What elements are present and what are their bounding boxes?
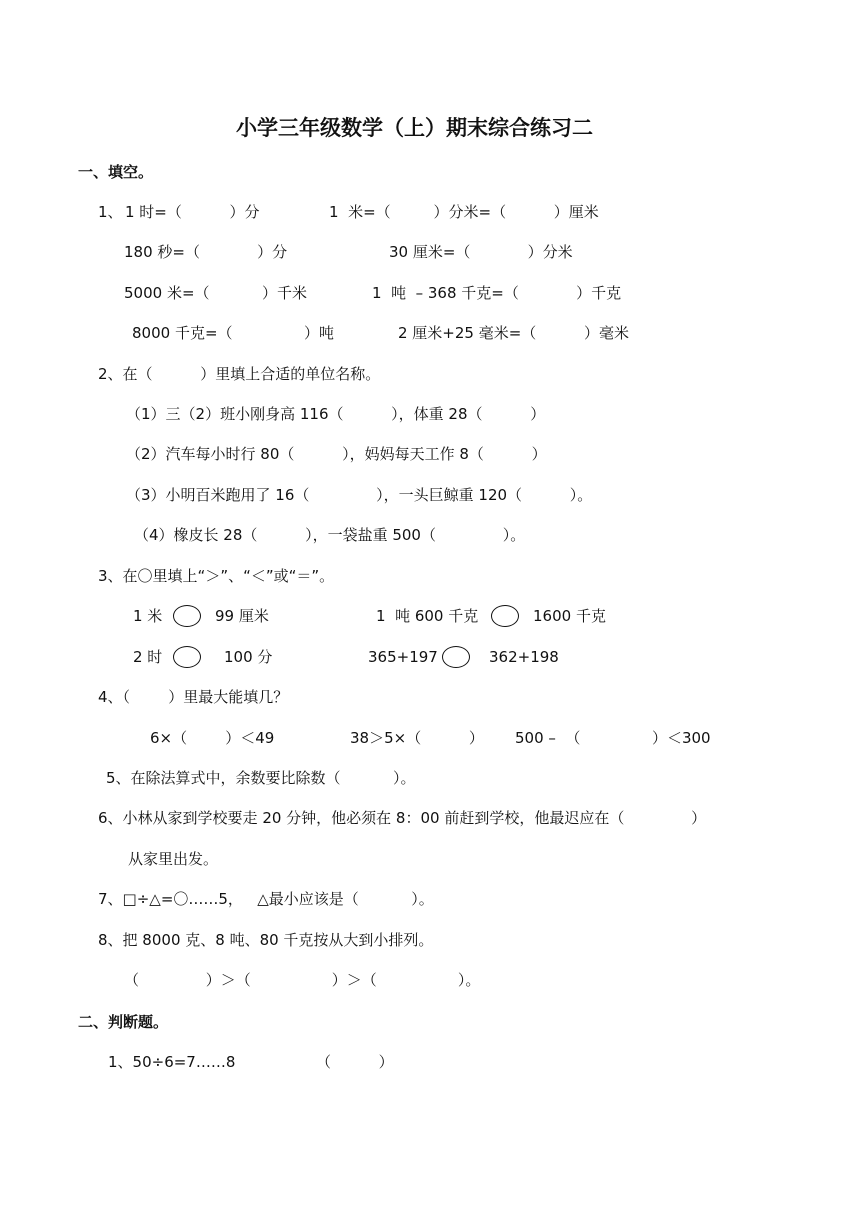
q1-item-b: 1 米=（ ）分米=（ ）厘米: [329, 203, 599, 221]
compare-circle[interactable]: [491, 605, 519, 627]
q1-item-h: 2 厘米+25 毫米=（ ）毫米: [398, 324, 629, 342]
q3-r2b-left: 365+197: [368, 648, 438, 666]
q1-item-f: 1 吨 – 368 千克=（ ）千克: [372, 284, 622, 302]
q4-item-b: 38＞5×（ ）: [350, 729, 484, 747]
q2-line-4: （4）橡皮长 28（ ），一袋盐重 500（ ）。: [134, 526, 526, 544]
q7-line: 7、□÷△=〇……5， △最小应该是（ ）。: [98, 890, 434, 908]
q2-line-2: （2）汽车每小时行 80（ ），妈妈每天工作 8（ ）: [126, 445, 547, 463]
q2-line-1: （1）三（2）班小刚身高 116（ ），体重 28（ ）: [126, 405, 546, 423]
q3-r2a-left: 2 时: [133, 648, 163, 666]
judge-item-1-paren: （ ）: [316, 1053, 394, 1071]
q8-blanks: （ ）＞（ ）＞（ ）。: [124, 971, 481, 989]
q1-item-a: 1 时=（ ）分: [125, 203, 260, 221]
compare-circle[interactable]: [442, 646, 470, 668]
q6-line-2: 从家里出发。: [128, 850, 219, 868]
q1-number: 1、: [98, 203, 123, 221]
q2-line-3: （3）小明百米跑用了 16（ ），一头巨鲸重 120（ ）。: [126, 486, 593, 504]
q5-line: 5、在除法算式中，余数要比除数（ ）。: [106, 769, 416, 787]
compare-circle[interactable]: [173, 646, 201, 668]
q1-item-c: 180 秒=（ ）分: [124, 243, 288, 261]
page-title: 小学三年级数学（上）期末综合练习二: [236, 116, 593, 140]
q1-item-g: 8000 千克=（ ）吨: [132, 324, 335, 342]
q2-stem: 2、在（ ）里填上合适的单位名称。: [98, 365, 381, 383]
q1-item-e: 5000 米=（ ）千米: [124, 284, 307, 302]
q8-stem: 8、把 8000 克、8 吨、80 千克按从大到小排列。: [98, 931, 434, 949]
q3-r1b-left: 1 吨 600 千克: [376, 607, 479, 625]
q3-r1b-right: 1600 千克: [533, 607, 606, 625]
q4-stem: 4、（ ）里最大能填几？: [98, 688, 289, 706]
q3-r2a-right: 100 分: [224, 648, 273, 666]
q3-r1a-left: 1 米: [133, 607, 163, 625]
q4-item-c: 500 – （ ）＜300: [515, 729, 711, 747]
section-heading-true-false: 二、判断题。: [78, 1013, 169, 1031]
q6-line-1: 6、小林从家到学校要走 20 分钟，他必须在 8：00 前赶到学校，他最迟应在（ ）: [98, 809, 707, 827]
q4-item-a: 6×（ ）＜49: [150, 729, 275, 747]
q3-stem: 3、在〇里填上“＞”、“＜”或“＝”。: [98, 567, 335, 585]
section-heading-fill-blank: 一、填空。: [78, 163, 154, 181]
judge-item-1: 1、50÷6=7……8: [108, 1053, 236, 1071]
compare-circle[interactable]: [173, 605, 201, 627]
q3-r2b-right: 362+198: [489, 648, 559, 666]
q3-r1a-right: 99 厘米: [215, 607, 269, 625]
q1-item-d: 30 厘米=（ ）分米: [389, 243, 573, 261]
